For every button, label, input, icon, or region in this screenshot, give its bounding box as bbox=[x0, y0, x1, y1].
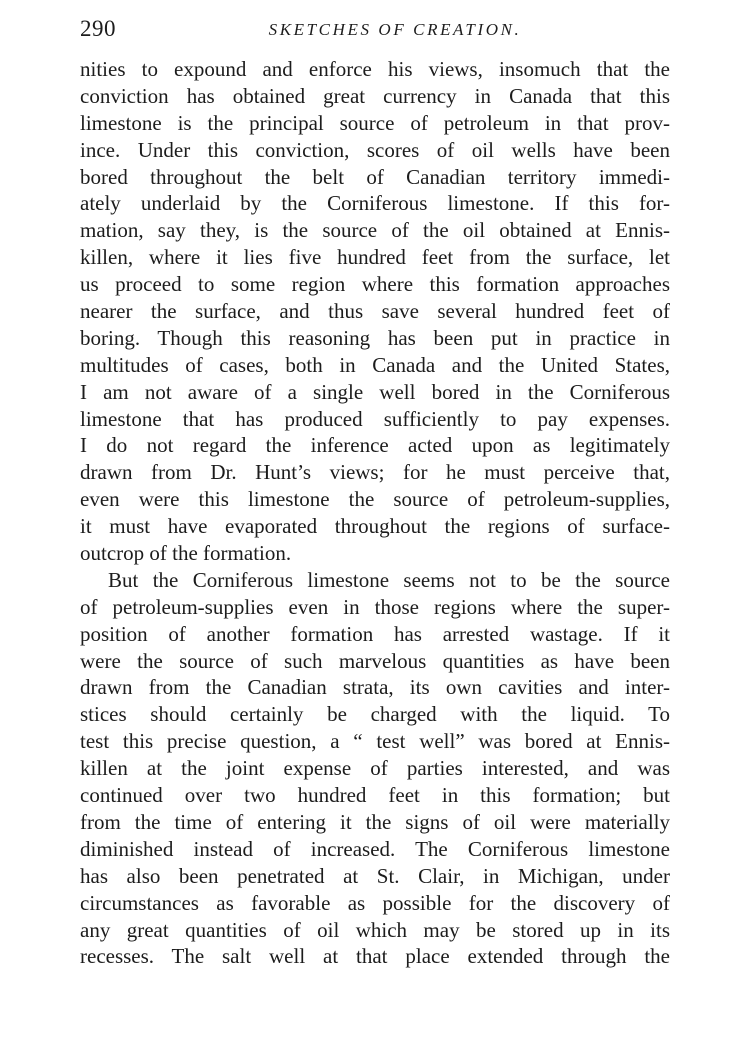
text-line: ince. Under this conviction, scores of oil wells have been bbox=[80, 137, 670, 162]
text-line: killen, where it lies five hundred feet from the surface, let bbox=[80, 245, 670, 270]
text-line: I am not aware of a single well bored in the Corniferous bbox=[80, 379, 670, 404]
page-header bbox=[80, 14, 670, 50]
text-line: diminished instead of increased. The Corniferous limestone bbox=[80, 836, 670, 861]
text-line: nearer the surface, and thus save several hundred feet of bbox=[80, 299, 670, 324]
text-line: from the time of entering it the signs of oil were materially bbox=[80, 809, 670, 834]
text-line: mation, say they, is the source of the oil obtained at Ennis- bbox=[80, 218, 670, 243]
text-line: drawn from the Canadian strata, its own cavities and inter- bbox=[80, 675, 670, 700]
text-line: has also been penetrated at St. Clair, in Michigan, under bbox=[80, 863, 670, 888]
paragraph-end-line: outcrop of the formation. bbox=[80, 541, 292, 566]
text-line: of petroleum-supplies even in those regions where the super- bbox=[80, 594, 670, 619]
page-number: 290 bbox=[80, 16, 116, 41]
text-line: recesses. The salt well at that place extended through the bbox=[80, 944, 670, 969]
text-line: ately underlaid by the Corniferous limestone. If this for- bbox=[80, 191, 670, 216]
text-line: boring. Though this reasoning has been put in practice in bbox=[80, 325, 670, 350]
running-title: SKETCHES OF CREATION. bbox=[268, 20, 522, 39]
text-line: stices should certainly be charged with the liquid. To bbox=[80, 702, 670, 727]
text-line: multitudes of cases, both in Canada and the United States, bbox=[80, 352, 670, 377]
text-line: nities to expound and enforce his views, insomuch that the bbox=[80, 57, 670, 81]
text-line: conviction has obtained great currency in Canada that this bbox=[80, 83, 670, 108]
text-line: circumstances as favorable as possible for the discovery of bbox=[80, 890, 670, 915]
text-line: limestone that has produced sufficiently to pay expenses. bbox=[80, 406, 670, 431]
text-line: it must have evaporated throughout the regions of surface- bbox=[80, 514, 670, 539]
text-line: continued over two hundred feet in this formation; but bbox=[80, 783, 670, 808]
paragraph-start-line: But the Corniferous limestone seems not to be the source bbox=[108, 567, 670, 592]
body-text bbox=[80, 56, 670, 970]
text-line: drawn from Dr. Hunt’s views; for he must perceive that, bbox=[80, 460, 670, 485]
text-line: limestone is the principal source of petroleum in that prov- bbox=[80, 110, 670, 135]
text-line: bored throughout the belt of Canadian territory immedi- bbox=[80, 164, 670, 189]
text-line: us proceed to some region where this formation approaches bbox=[80, 272, 670, 297]
text-line: test this precise question, a “ test well” was bored at Ennis- bbox=[80, 729, 670, 754]
text-line: were the source of such marvelous quantities as have been bbox=[80, 648, 670, 673]
text-line: even were this limestone the source of petroleum-supplies, bbox=[80, 487, 670, 512]
text-line: position of another formation has arrested wastage. If it bbox=[80, 621, 670, 646]
text-line: I do not regard the inference acted upon as legitimately bbox=[80, 433, 670, 458]
text-line: killen at the joint expense of parties interested, and was bbox=[80, 756, 670, 781]
text-line: any great quantities of oil which may be stored up in its bbox=[80, 917, 670, 942]
